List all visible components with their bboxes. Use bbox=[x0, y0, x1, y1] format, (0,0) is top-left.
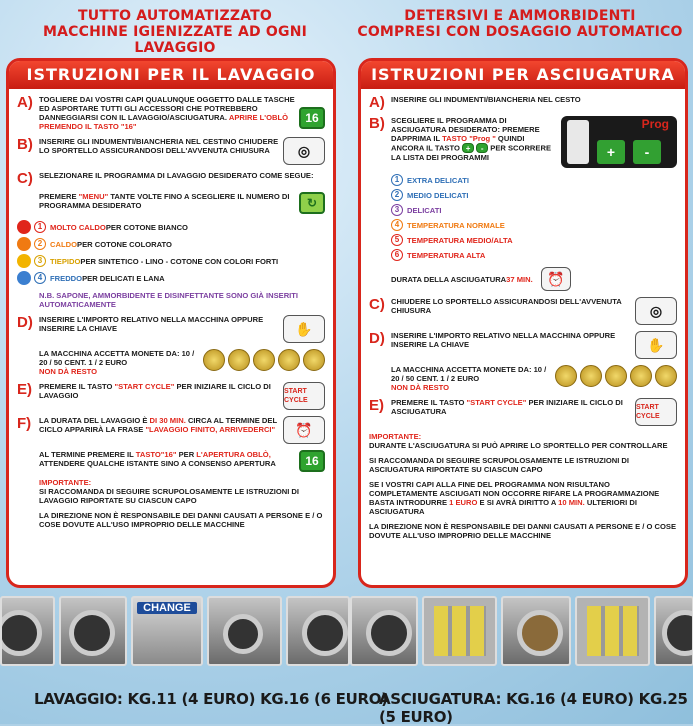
dry-option-5 bbox=[391, 234, 677, 246]
dryer-control-panel-icon: Prog + - bbox=[561, 116, 677, 168]
menu-b: "MENU" bbox=[78, 192, 109, 201]
opt-text: TEMPERATURA ALTA bbox=[407, 250, 486, 260]
dryer-keypad-photo bbox=[422, 596, 497, 666]
change-label: CHANGE bbox=[137, 602, 197, 614]
dry-step-b: B) SCEGLIERE IL PROGRAMMA DI ASCIUGATURA DESIDERATO: PREMERE DAPPRIMA IL TASTO "Prog " QUINDI ANCORA IL TASTO + - PER SCORRERE LA LISTA DEI PROGRAMMI Prog + - bbox=[369, 116, 677, 168]
menu-arrow-icon: ↻ bbox=[299, 192, 325, 214]
dry-option-4 bbox=[391, 219, 677, 231]
wash-end-row bbox=[39, 450, 325, 472]
opt-val: PER COTONE BIANCO bbox=[105, 222, 188, 232]
opt-text: DELICATI bbox=[407, 205, 442, 215]
start-cycle-icon: START CYCLE bbox=[283, 382, 325, 410]
header-left-line1: TUTTO AUTOMATIZZATO bbox=[77, 8, 273, 24]
header-right bbox=[355, 8, 685, 40]
wash-title: ISTRUZIONI PER IL LAVAGGIO bbox=[9, 61, 333, 89]
b-a: SCEGLIERE IL PROGRAMMA DI ASCIUGATURA DESIDERATO: PREMERE DAPPRIMA IL bbox=[391, 116, 540, 143]
imp-label: IMPORTANTE: bbox=[369, 432, 422, 441]
step-letter: E) bbox=[17, 381, 32, 398]
opt-num: 1 bbox=[34, 221, 46, 233]
wash-a-text: TOGLIERE DAI VOSTRI CAPI QUALUNQUE OGGETTO DALLE TASCHE ED ASPORTARE TUTTI GLI ACCESSORI CHE POTREBBERO DANNEGGIARSI CON IL LAVAGGIO/ASCIUGATURA. bbox=[39, 95, 295, 122]
f-c: CIRCA AL TERMINE DEL CICLO APPARIRÀ LA FRASE bbox=[39, 416, 277, 434]
wash-a-red: APRIRE L'OBLÒ PREMENDO IL TASTO "16" bbox=[39, 113, 289, 131]
no-change: NON DÀ RESTO bbox=[39, 367, 98, 376]
imp-text: SI RACCOMANDA DI SEGUIRE SCRUPOLOSAMENTE LE ISTRUZIONI DI LAVAGGIO RIPORTATE SU CIASCUN CAPO bbox=[39, 487, 300, 505]
e-b: "START CYCLE" bbox=[466, 398, 527, 407]
step-letter: A) bbox=[369, 94, 385, 111]
g-c: PER bbox=[176, 450, 197, 459]
wash-instructions-panel bbox=[6, 58, 336, 588]
dry-instructions-panel bbox=[358, 58, 688, 588]
b-b: TASTO "Prog " bbox=[442, 134, 496, 143]
header-left-line2: MACCHINE IGIENIZZATE AD OGNI LAVAGGIO bbox=[42, 24, 308, 56]
opt-val: PER COTONE COLORATO bbox=[77, 239, 172, 249]
coins-icon bbox=[203, 349, 325, 371]
opt-num: 1 bbox=[391, 174, 403, 186]
opt-num: 3 bbox=[391, 204, 403, 216]
e-a: PREMERE IL TASTO bbox=[391, 398, 467, 407]
header-right-line1: DETERSIVI E AMMORBIDENTI bbox=[404, 8, 636, 24]
washer-panel-photo bbox=[207, 596, 282, 666]
coin-slot-icon: ✋ bbox=[283, 315, 325, 343]
wash-photo-strip bbox=[0, 596, 350, 666]
coin-slot-icon: ✋ bbox=[635, 331, 677, 359]
dry-disclaimer: LA DIREZIONE NON È RESPONSABILE DEI DANNI CAUSATI A PERSONE E / O COSE DOVUTE ALL'USO IMPROPRIO DELLE MACCHINE bbox=[369, 522, 677, 540]
wash-option-4 bbox=[17, 271, 325, 285]
wash-prices: LAVAGGIO: KG.11 (4 EURO) KG.16 (6 EURO) bbox=[34, 690, 388, 708]
wash-step-c bbox=[17, 171, 325, 186]
coins-icon bbox=[555, 365, 677, 387]
dry-option-1 bbox=[391, 174, 677, 186]
opt-text: EXTRA DELICATI bbox=[407, 175, 470, 185]
e-c: PER INIZIARE IL CICLO DI LAVAGGIO bbox=[39, 382, 271, 400]
dry-step-e bbox=[369, 398, 677, 426]
dry-step-c bbox=[369, 297, 677, 325]
opt-text: MEDIO DELICATI bbox=[407, 190, 469, 200]
wash-step-e bbox=[17, 382, 325, 410]
disclaimer-text: LA DIREZIONE NON È RESPONSABILE DEI DANNI CAUSATI A PERSONE E / O COSE DOVUTE ALL'USO IMPROPRIO DELLE MACCHINE bbox=[39, 511, 323, 529]
step-letter: D) bbox=[17, 314, 33, 331]
wash-b-text: INSERIRE GLI INDUMENTI/BIANCHERIA NEL CESTINO CHIUDERE LO SPORTELLO ASSICURANDOSI DELL'AVVENUTA CHIUSURA bbox=[39, 137, 279, 155]
dry-step-d bbox=[369, 331, 677, 359]
opt-key: FREDDO bbox=[50, 273, 83, 283]
se-b: 1 EURO bbox=[449, 498, 478, 507]
dry-a-text: INSERIRE GLI INDUMENTI/BIANCHERIA NEL CESTO bbox=[391, 95, 581, 104]
no-change: NON DÀ RESTO bbox=[391, 383, 450, 392]
opt-key: CALDO bbox=[50, 239, 77, 249]
dur-b: 37 MIN. bbox=[506, 274, 533, 284]
e-c: PER INIZIARE IL CICLO DI ASCIUGATURA bbox=[391, 398, 623, 416]
g-d: L'APERTURA OBLÒ, bbox=[196, 450, 271, 459]
dry-prices: ASCIUGATURA: KG.16 (4 EURO) KG.25 (5 EURO) bbox=[379, 690, 688, 726]
se-e: ULTERIORI DI ASCIUGATURA bbox=[369, 498, 637, 516]
washer-photo bbox=[0, 596, 55, 666]
coins-text: LA MACCHINA ACCETTA MONETE DA: 10 / 20 / 50 CENT. 1 / 2 EURO bbox=[391, 365, 547, 383]
wash-step-d bbox=[17, 315, 325, 343]
wash-d-text: INSERIRE L'IMPORTO RELATIVO NELLA MACCHINA OPPURE INSERIRE LA CHIAVE bbox=[39, 315, 264, 333]
wash-option-2 bbox=[17, 237, 325, 251]
step-letter: C) bbox=[369, 296, 385, 313]
opt-num: 4 bbox=[391, 219, 403, 231]
wash-c-text: SELEZIONARE IL PROGRAMMA DI LAVAGGIO DESIDERATO COME SEGUE: bbox=[39, 171, 314, 180]
dry-photo-strip bbox=[350, 596, 693, 666]
opt-num: 3 bbox=[34, 255, 46, 267]
tepid-star-icon bbox=[17, 254, 31, 268]
g-b: TASTO"16" bbox=[135, 450, 177, 459]
se-d: 10 MIN. bbox=[558, 498, 585, 507]
dry-option-6 bbox=[391, 249, 677, 261]
dryer-keypad-photo bbox=[575, 596, 650, 666]
e-b: "START CYCLE" bbox=[114, 382, 175, 391]
e-a: PREMERE IL TASTO bbox=[39, 382, 115, 391]
dry-coins-row bbox=[391, 365, 677, 392]
warm-star-icon bbox=[17, 237, 31, 251]
wash-option-1 bbox=[17, 220, 325, 234]
dry-extra-time bbox=[369, 480, 677, 516]
door-icon: ◎ bbox=[283, 137, 325, 165]
dryer-photo bbox=[654, 596, 693, 666]
opt-val: PER DELICATI E LANA bbox=[82, 273, 165, 283]
hot-star-icon bbox=[17, 220, 31, 234]
opt-text: TEMPERATURA MEDIO/ALTA bbox=[407, 235, 513, 245]
nb-text: N.B. SAPONE, AMMORBIDENTE E DISINFETTANTE SONO GIÀ INSERITI AUTOMATICAMENTE bbox=[39, 291, 299, 309]
change-machine-photo bbox=[131, 596, 203, 666]
imp-text: DURANTE L'ASCIUGATURA SI PUÒ APRIRE LO SPORTELLO PER CONTROLLARE bbox=[369, 441, 668, 450]
dry-step-a bbox=[369, 95, 677, 110]
wash-important bbox=[39, 478, 325, 505]
opt-num: 6 bbox=[391, 249, 403, 261]
wash-menu-row bbox=[39, 192, 325, 214]
dry-c-text: CHIUDERE LO SPORTELLO ASSICURANDOSI DELL'AVVENUTA CHIUSURA bbox=[391, 297, 622, 315]
opt-num: 4 bbox=[34, 272, 46, 284]
wash-step-b bbox=[17, 137, 325, 165]
dry-options bbox=[391, 174, 677, 291]
step-letter: F) bbox=[17, 415, 32, 432]
dryer-photo bbox=[350, 596, 418, 666]
step-letter: E) bbox=[369, 397, 384, 414]
menu-a: PREMERE bbox=[39, 192, 79, 201]
dur-a: DURATA DELLA ASCIUGATURA bbox=[391, 274, 507, 284]
coins-text: LA MACCHINA ACCETTA MONETE DA: 10 / 20 / 50 CENT. 1 / 2 EURO bbox=[39, 349, 195, 367]
washer-photo bbox=[59, 596, 127, 666]
opt-text: TEMPERATURA NORMALE bbox=[407, 220, 505, 230]
opt-num: 2 bbox=[391, 189, 403, 201]
b-c: QUINDI ANCORA IL TASTO bbox=[391, 134, 525, 153]
dry-recommend: SI RACCOMANDA DI SEGUIRE SCRUPOLOSAMENTE LE ISTRUZIONI DI ASCIUGATURA RIPORTATE SU CIASCUN CAPO bbox=[369, 456, 630, 474]
step-letter: B) bbox=[369, 115, 385, 132]
prog-label: Prog bbox=[641, 117, 669, 131]
b-d: PER SCORRERE LA LISTA DEI PROGRAMMI bbox=[391, 143, 552, 162]
washer-photo bbox=[286, 596, 350, 666]
dry-option-2 bbox=[391, 189, 677, 201]
button-16-icon: 16 bbox=[299, 107, 325, 129]
opt-num: 2 bbox=[34, 238, 46, 250]
button-16-icon: 16 bbox=[299, 450, 325, 472]
header-right-line2: COMPRESI CON DOSAGGIO AUTOMATICO bbox=[357, 24, 683, 40]
dry-option-3 bbox=[391, 204, 677, 216]
header-left bbox=[10, 8, 340, 56]
dryer-drum-photo bbox=[501, 596, 571, 666]
dry-duration bbox=[391, 267, 677, 291]
wash-step-f bbox=[17, 416, 325, 444]
f-d: "LAVAGGIO FINITO, ARRIVEDERCI" bbox=[145, 425, 276, 434]
se-a: SE I VOSTRI CAPI ALLA FINE DEL PROGRAMMA NON RISULTANO COMPLETAMENTE ASCIUGATI NON OCCORRE RIFARE LA PROGRAMMAZIONE BASTA INTRODURRE bbox=[369, 480, 660, 507]
dry-title: ISTRUZIONI PER ASCIUGATURA bbox=[361, 61, 685, 89]
dry-important bbox=[369, 432, 677, 450]
step-letter: D) bbox=[369, 330, 385, 347]
dry-d-text: INSERIRE L'IMPORTO RELATIVO NELLA MACCHINA OPPURE INSERIRE LA CHIAVE bbox=[391, 331, 616, 349]
clock-icon: ⏰ bbox=[541, 267, 571, 291]
step-letter: B) bbox=[17, 136, 33, 153]
step-letter: A) bbox=[17, 94, 33, 111]
door-icon: ◎ bbox=[635, 297, 677, 325]
opt-val: PER SINTETICO - LINO - COTONE CON COLORI FORTI bbox=[80, 256, 279, 266]
cold-star-icon bbox=[17, 271, 31, 285]
opt-key: TIEPIDO bbox=[50, 256, 81, 266]
f-a: LA DURATA DEL LAVAGGIO È bbox=[39, 416, 150, 425]
wash-nb bbox=[39, 291, 325, 309]
wash-step-a bbox=[17, 95, 325, 131]
start-cycle-icon: START CYCLE bbox=[635, 398, 677, 426]
se-c: E SI AVRÀ DIRITTO A bbox=[477, 498, 559, 507]
imp-label: IMPORTANTE: bbox=[39, 478, 92, 487]
wash-coins-row bbox=[39, 349, 325, 376]
wash-option-3 bbox=[17, 254, 325, 268]
clock-icon: ⏰ bbox=[283, 416, 325, 444]
menu-c: TANTE VOLTE FINO A SCEGLIERE IL NUMERO DI PROGRAMMA DESIDERATO bbox=[39, 192, 290, 210]
wash-disclaimer bbox=[39, 511, 325, 529]
opt-key: MOLTO CALDO bbox=[50, 222, 106, 232]
step-letter: C) bbox=[17, 170, 33, 187]
f-b: DI 30 MIN. bbox=[149, 416, 186, 425]
opt-num: 5 bbox=[391, 234, 403, 246]
g-e: ATTENDERE QUALCHE ISTANTE SINO A CONSENSO APERTURA bbox=[39, 459, 276, 468]
g-a: AL TERMINE PREMERE IL bbox=[39, 450, 136, 459]
